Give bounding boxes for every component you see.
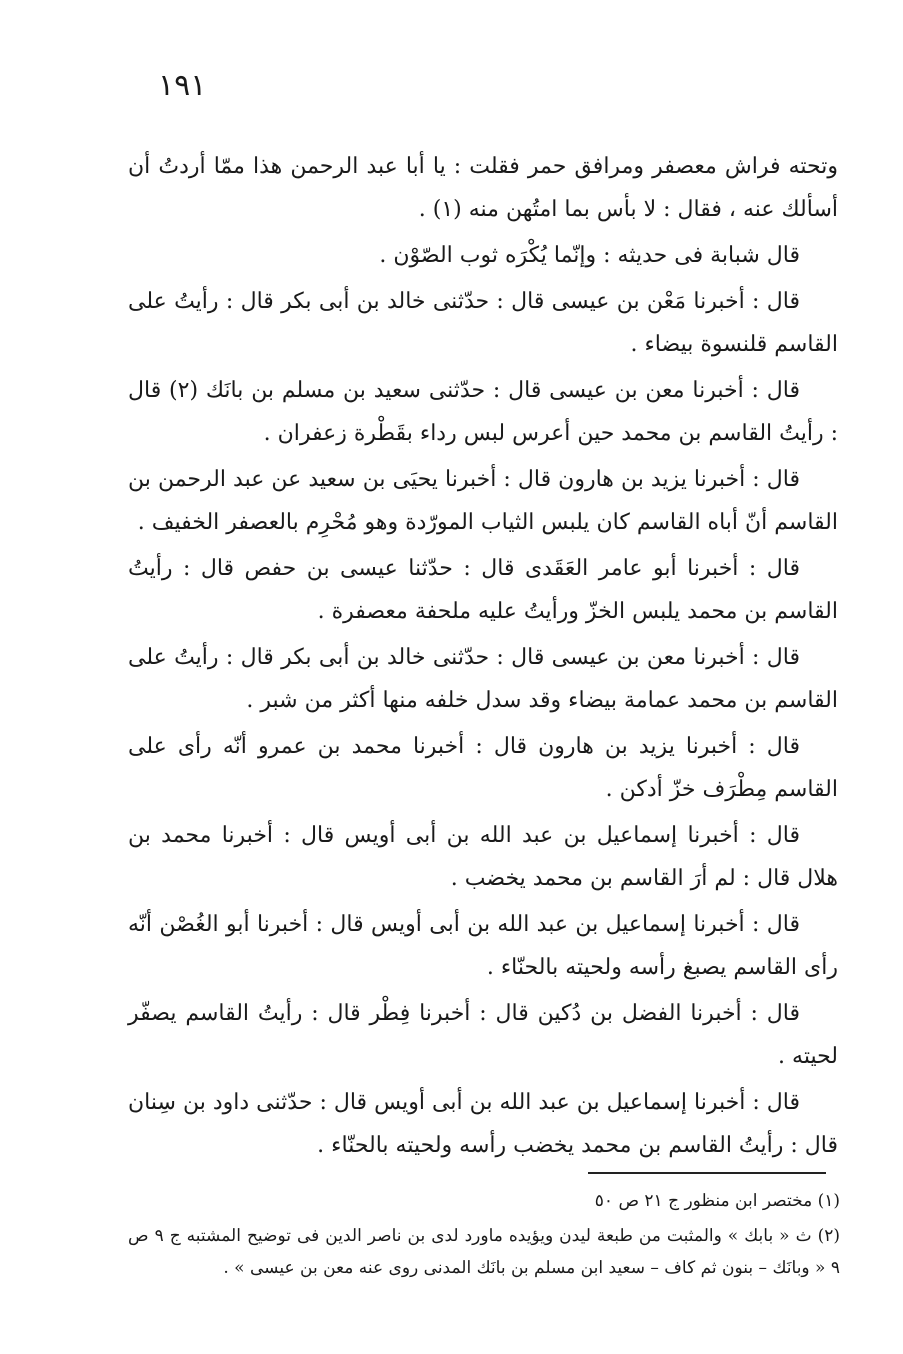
footnotes bbox=[128, 1185, 840, 1284]
paragraph: قال : أخبرنا مَعْن بن عيسى قال : حدّثنى خالد بن أبى بكر قال : رأيتُ على القاسم قلنسوة بيضاء . bbox=[128, 289, 838, 357]
paragraph: قال : أخبرنا الفضل بن دُكين قال : أخبرنا فِطْر قال : رأيتُ القاسم يصفّر لحيته . bbox=[128, 1001, 838, 1069]
paragraph: قال : أخبرنا معن بن عيسى قال : حدّثنى خالد بن أبى بكر قال : رأيتُ على القاسم بن محمد عمامة بيضاء وقد سدل خلفه منها أكثر من شبر . bbox=[128, 645, 838, 713]
paragraph: وتحته فراش معصفر ومرافق حمر فقلت : يا أبا عبد الرحمن هذا ممّا أردتُ أن أسألك عنه ، فقال : لا بأس بما امتُهن منه (١) . bbox=[128, 154, 838, 222]
paragraph: قال : أخبرنا معن بن عيسى قال : حدّثنى سعيد بن مسلم بن بانَك (٢) قال : رأيتُ القاسم بن محمد حين أعرس لبس رداء بقَطْرة زعفران . bbox=[128, 378, 838, 446]
paragraph: قال : أخبرنا يزيد بن هارون قال : أخبرنا يحيَى بن سعيد عن عبد الرحمن بن القاسم أنّ أباه القاسم كان يلبس الثياب المورّدة وهو مُحْرِم بالعصفر الخفيف . bbox=[128, 467, 838, 535]
paragraph: قال : أخبرنا إسماعيل بن عبد الله بن أبى أويس قال : أخبرنا محمد بن هلال قال : لم أرَ القاسم بن محمد يخضب . bbox=[128, 823, 838, 891]
page-number: ١٩١ bbox=[158, 68, 207, 103]
footnote-divider bbox=[588, 1172, 826, 1174]
footnote: (١) مختصر ابن منظور ج ٢١ ص ٥٠ bbox=[594, 1191, 840, 1211]
paragraph: قال : أخبرنا يزيد بن هارون قال : أخبرنا محمد بن عمرو أنّه رأى على القاسم مِطْرَف خزّ أدكن . bbox=[128, 734, 838, 802]
main-text bbox=[128, 145, 838, 1170]
paragraph: قال : أخبرنا إسماعيل بن عبد الله بن أبى أويس قال : حدّثنى داود بن سِنان قال : رأيتُ القاسم بن محمد يخضب رأسه ولحيته بالحنّاء . bbox=[128, 1090, 838, 1158]
paragraph: قال : أخبرنا إسماعيل بن عبد الله بن أبى أويس قال : أخبرنا أبو الغُصْن أنّه رأى القاسم يصبغ رأسه ولحيته بالحنّاء . bbox=[128, 912, 838, 980]
footnote: (٢) ث « بابك » والمثبت من طبعة ليدن ويؤيده ماورد لدى بن ناصر الدين فى توضيح المشتبه ج ٩ ص ٩ « وبانَك – بنون ثم كاف – سعيد ابن مسلم بن بانَك المدنى روى عنه معن بن عيسى » . bbox=[128, 1226, 840, 1278]
paragraph: قال شبابة فى حديثه : وإنّما يُكْرَه ثوب الصّوْن . bbox=[379, 243, 800, 268]
paragraph: قال : أخبرنا أبو عامر العَقَدى قال : حدّثنا عيسى بن حفص قال : رأيتُ القاسم بن محمد يلبس الخزّ ورأيتُ عليه ملحفة معصفرة . bbox=[128, 556, 838, 624]
